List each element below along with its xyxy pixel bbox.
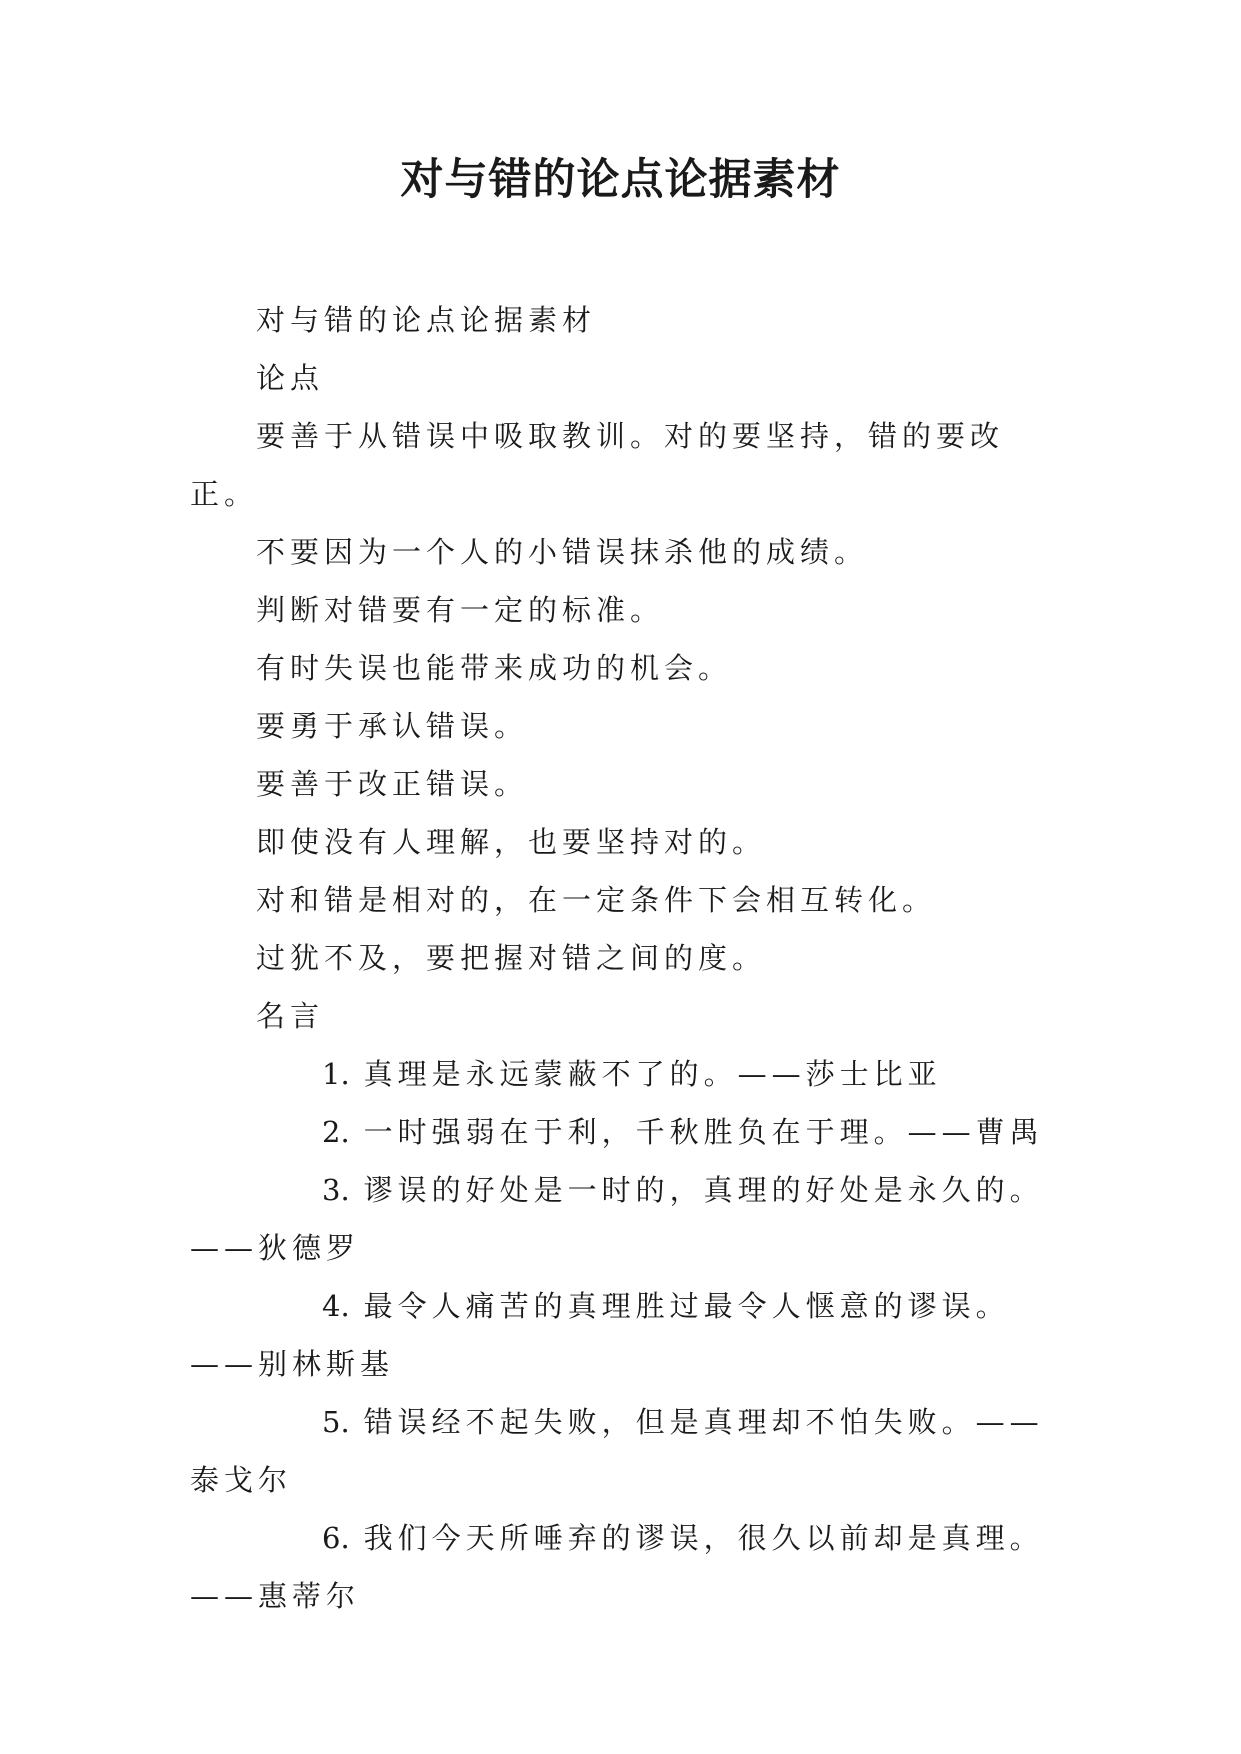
quote-number: 2. <box>322 1115 350 1149</box>
argument-item: 要善于从错误中吸取教训。对的要坚持，错的要改正。 <box>190 419 1005 511</box>
quote-text: 错误经不起失败，但是真理却不怕失败。——泰戈尔 <box>190 1405 1044 1497</box>
argument-item: 要善于改正错误。 <box>256 767 529 801</box>
argument-item: 过犹不及，要把握对错之间的度。 <box>256 941 767 975</box>
document-title: 对与错的论点论据素材 <box>400 155 841 205</box>
quote-text: 一时强弱在于利，千秋胜负在于理。——曹禺 <box>363 1115 1044 1149</box>
quote-number: 5. <box>322 1405 350 1439</box>
argument-item: 不要因为一个人的小错误抹杀他的成绩。 <box>256 535 869 569</box>
quote-number: 4. <box>322 1289 350 1323</box>
quote-item <box>190 1103 1070 1161</box>
quote-number: 6. <box>322 1521 350 1555</box>
argument-item: 即使没有人理解，也要坚持对的。 <box>256 825 767 859</box>
quote-item <box>190 1045 1070 1103</box>
document-body <box>190 291 1070 1625</box>
quote-number: 3. <box>322 1173 350 1207</box>
quote-text: 谬误的好处是一时的，真理的好处是永久的。——狄德罗 <box>190 1173 1044 1265</box>
argument-item: 要勇于承认错误。 <box>256 709 529 743</box>
quote-item <box>190 1393 1070 1509</box>
argument-item: 对和错是相对的，在一定条件下会相互转化。 <box>256 883 937 917</box>
quote-item <box>190 1277 1070 1393</box>
quote-text: 最令人痛苦的真理胜过最令人惬意的谬误。——别林斯基 <box>190 1289 1010 1381</box>
quote-item <box>190 1161 1070 1277</box>
quote-item <box>190 1509 1070 1625</box>
quote-text: 真理是永远蒙蔽不了的。——莎士比亚 <box>363 1057 942 1091</box>
quote-text: 我们今天所唾弃的谬误，很久以前却是真理。——惠蒂尔 <box>190 1521 1044 1613</box>
argument-item: 判断对错要有一定的标准。 <box>256 593 665 627</box>
section-heading-arguments: 论点 <box>256 361 325 395</box>
quote-number: 1. <box>322 1057 350 1091</box>
section-heading-quotes: 名言 <box>256 999 325 1033</box>
subtitle: 对与错的论点论据素材 <box>256 303 597 337</box>
argument-item: 有时失误也能带来成功的机会。 <box>256 651 733 685</box>
